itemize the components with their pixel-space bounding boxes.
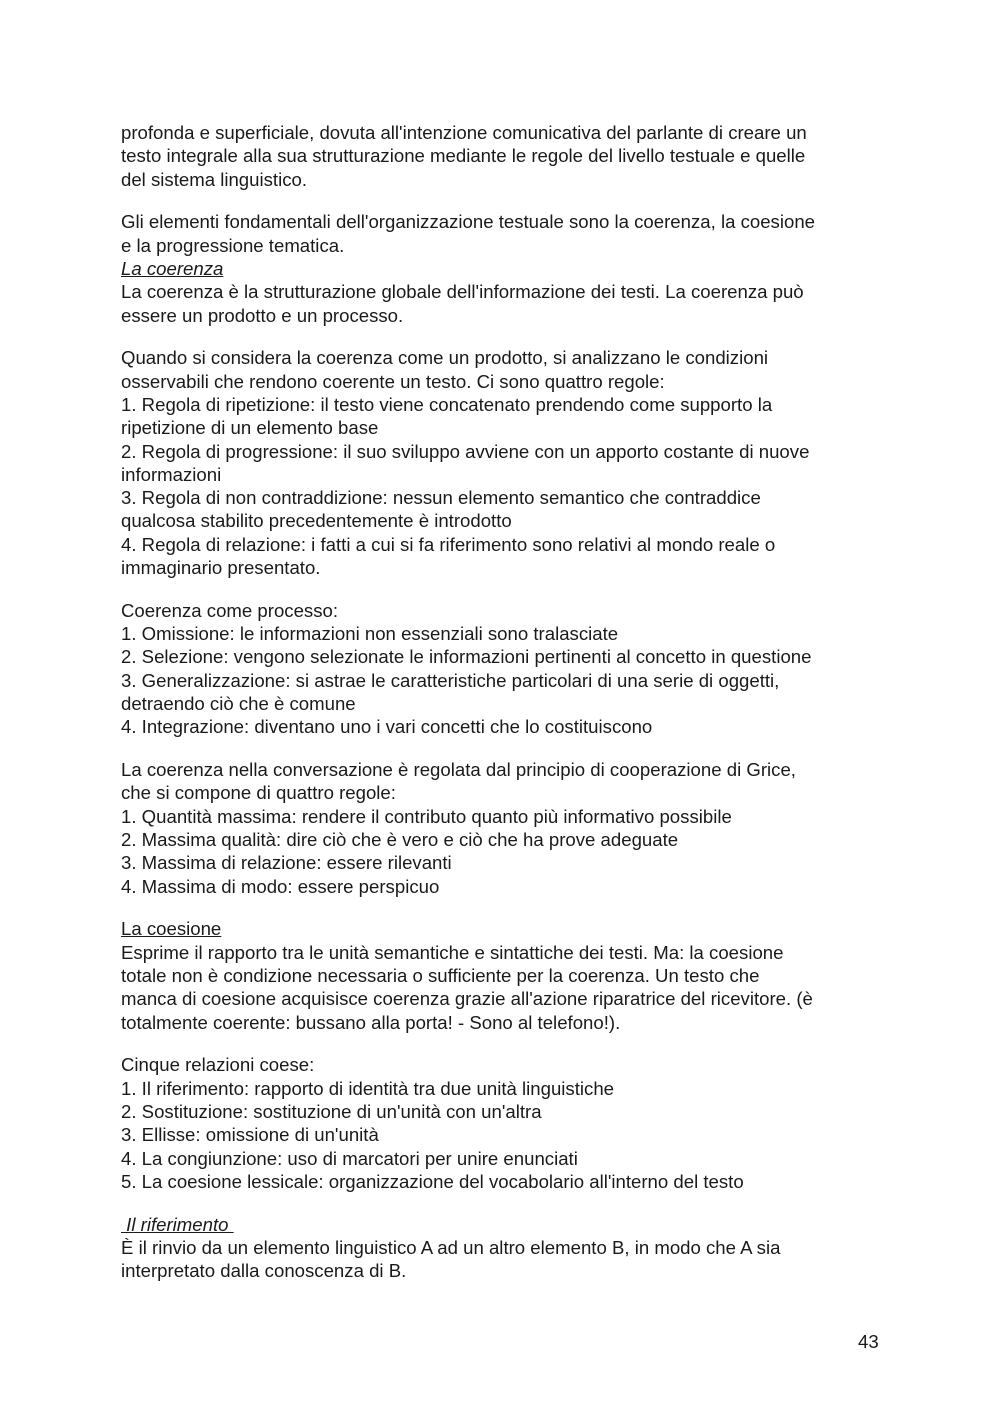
text-line: Quando si considera la coerenza come un prodotto, si analizzano le condizioni — [121, 347, 769, 369]
text-line: È il rinvio da un elemento linguistico A ad un altro elemento B, in modo che A sia — [121, 1236, 781, 1258]
text-line: e la progressione tematica. — [121, 234, 345, 256]
text-line: informazioni — [121, 463, 222, 485]
text-line: testo integrale alla sua strutturazione mediante le regole del livello testuale e quelle — [121, 145, 806, 167]
list-item: 1. Regola di ripetizione: il testo viene concatenato prendendo come supporto la — [121, 393, 773, 415]
list-item: 3. Massima di relazione: essere rilevanti — [121, 852, 452, 874]
page-number: 43 — [858, 1331, 879, 1352]
text-line: qualcosa stabilito precedentemente è introdotto — [121, 510, 512, 532]
section-heading-coerenza — [121, 257, 881, 280]
text-line: del sistema linguistico. — [121, 168, 308, 190]
list-item: 3. Regola di non contraddizione: nessun elemento semantico che contraddice — [121, 487, 761, 509]
heading-text: La coesione — [121, 918, 222, 940]
paragraph — [121, 1053, 881, 1193]
paragraph — [121, 1236, 881, 1283]
paragraph — [121, 599, 881, 739]
text-line: profonda e superficiale, dovuta all'intenzione comunicativa del parlante di creare un — [121, 122, 807, 143]
text-line: Gli elementi fondamentali dell'organizzazione testuale sono la coerenza, la coesione — [121, 211, 816, 233]
list-item: 2. Massima qualità: dire ciò che è vero e ciò che ha prove adeguate — [121, 829, 679, 851]
text-line: manca di coesione acquisisce coerenza grazie all'azione riparatrice del ricevitore. (è — [121, 988, 813, 1010]
text-line: totale non è condizione necessaria o sufficiente per la coerenza. Un testo che — [121, 965, 760, 986]
text-line: detraendo ciò che è comune — [121, 693, 356, 715]
text-line: che si compone di quattro regole: — [121, 782, 396, 804]
section-heading-coesione — [121, 917, 881, 940]
heading-text: Il riferimento — [121, 1213, 234, 1235]
text-line: totalmente coerente: bussano alla porta! - Sono al telefono!). — [121, 1011, 621, 1033]
paragraph — [121, 121, 881, 191]
list-item: 2. Sostituzione: sostituzione di un'unità con un'altra — [121, 1100, 542, 1122]
text-line: essere un prodotto e un processo. — [121, 304, 404, 326]
paragraph — [121, 941, 881, 1034]
paragraph — [121, 210, 881, 257]
list-item: 4. Integrazione: diventano uno i vari concetti che lo costituiscono — [121, 716, 653, 738]
text-line: interpretato dalla conoscenza di B. — [121, 1260, 407, 1282]
text-line: Esprime il rapporto tra le unità semantiche e sintattiche dei testi. Ma: la coesione — [121, 941, 784, 963]
list-item: 1. Il riferimento: rapporto di identità tra due unità linguistiche — [121, 1077, 615, 1099]
paragraph — [121, 280, 881, 327]
list-item: 2. Selezione: vengono selezionate le informazioni pertinenti al concetto in questione — [121, 646, 812, 668]
list-item: 3. Generalizzazione: si astrae le caratteristiche particolari di una serie di oggetti, — [121, 669, 780, 691]
list-item: 5. La coesione lessicale: organizzazione del vocabolario all'interno del testo — [121, 1170, 744, 1192]
paragraph — [121, 346, 881, 579]
text-line: ripetizione di un elemento base — [121, 417, 379, 439]
text-line: Cinque relazioni coese: — [121, 1054, 315, 1076]
list-item: 4. La congiunzione: uso di marcatori per unire enunciati — [121, 1147, 578, 1169]
paragraph — [121, 758, 881, 898]
document-body — [121, 121, 881, 1283]
list-item: 2. Regola di progressione: il suo sviluppo avviene con un apporto costante di nuove — [121, 440, 810, 462]
list-item: 4. Massima di modo: essere perspicuo — [121, 875, 440, 897]
text-line: La coerenza è la strutturazione globale dell'informazione dei testi. La coerenza può — [121, 281, 804, 303]
text-line: immaginario presentato. — [121, 557, 321, 579]
list-item: 4. Regola di relazione: i fatti a cui si fa riferimento sono relativi al mondo reale o — [121, 533, 776, 555]
text-line: La coerenza nella conversazione è regolata dal principio di cooperazione di Grice, — [121, 759, 796, 781]
list-item: 1. Omissione: le informazioni non essenziali sono tralasciate — [121, 623, 619, 645]
heading-text: La coerenza — [121, 257, 224, 279]
text-line: osservabili che rendono coerente un testo. Ci sono quattro regole: — [121, 370, 665, 392]
text-line: Coerenza come processo: — [121, 599, 339, 621]
section-heading-riferimento — [121, 1213, 881, 1236]
list-item: 3. Ellisse: omissione di un'unità — [121, 1124, 379, 1146]
list-item: 1. Quantità massima: rendere il contributo quanto più informativo possibile — [121, 805, 732, 827]
